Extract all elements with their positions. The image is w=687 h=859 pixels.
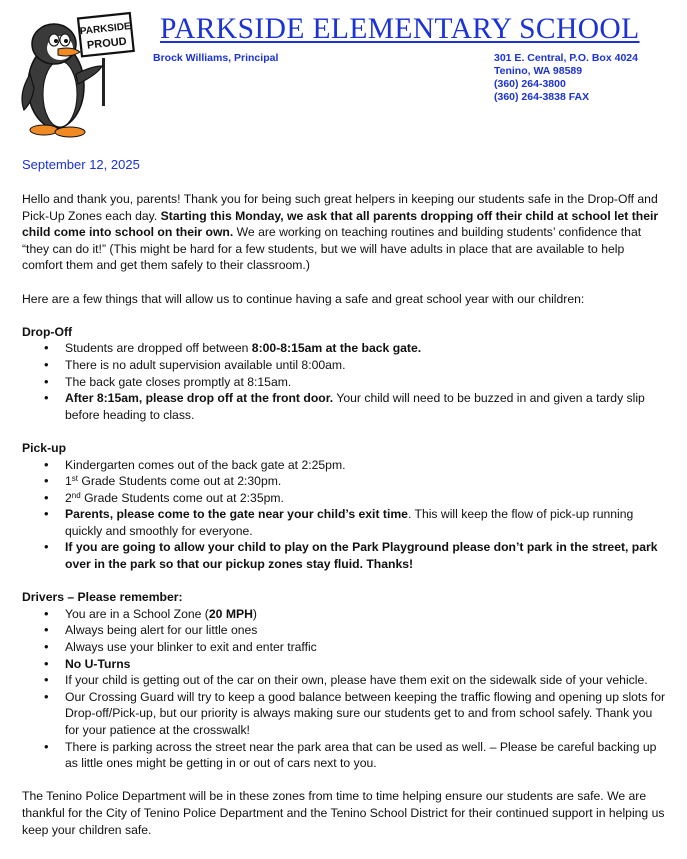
- pickup-heading: Pick-up: [22, 440, 67, 455]
- penguin-mascot-logo: [18, 8, 136, 140]
- list-item: • You are in a School Zone (20 MPH): [22, 606, 667, 623]
- fax-line: (360) 264-3838 FAX: [494, 91, 590, 103]
- list-item: • Always being alert for our little ones: [22, 622, 667, 639]
- list-item: • Always use your blinker to exit and enter traffic: [22, 639, 667, 656]
- list-item: • If you are going to allow your child to play on the Park Playground please don’t park in the street, park over in the park so that our pickup zones stay fluid. Thanks!: [22, 539, 667, 572]
- letter-date: September 12, 2025: [22, 157, 140, 172]
- list-item: • No U-Turns: [22, 656, 667, 673]
- list-item: • 2nd Grade Students come out at 2:35pm.: [22, 490, 667, 507]
- list-item: • The back gate closes promptly at 8:15am.: [22, 374, 667, 391]
- drivers-heading: Drivers – Please remember:: [22, 590, 183, 605]
- principal-name: Brock Williams, Principal: [153, 52, 279, 64]
- school-address: [494, 52, 638, 104]
- dropoff-heading: Drop-Off: [22, 324, 73, 339]
- school-name: PARKSIDE ELEMENTARY SCHOOL: [160, 13, 640, 45]
- logo-sign-line-1: PARKSIDE: [79, 21, 132, 38]
- phone-line: (360) 264-3800: [494, 78, 566, 90]
- logo-sign-line-2: PROUD: [86, 35, 128, 52]
- list-item: • 1st Grade Students come out at 2:30pm.: [22, 473, 667, 490]
- list-item: • After 8:15am, please drop off at the front door. Your child will need to be buzzed in and given a tardy slip before heading to class.: [22, 390, 667, 423]
- list-item: • If your child is getting out of the car on their own, please have them exit on the sidewalk side of your vehicle.: [22, 672, 667, 689]
- letter-body: [22, 191, 667, 838]
- list-item: • There is parking across the street near the park area that can be used as well. – Please be careful backing up as little ones might be getting in or out of cars next to you.: [22, 739, 667, 772]
- address-line: 301 E. Central, P.O. Box 4024: [494, 52, 638, 64]
- closing-paragraph: The Tenino Police Department will be in these zones from time to time helping ensure our students are safe. We are thankful for the City of Tenino Police Department and the Tenino School District for their continued support in helping us keep your children safe.: [22, 789, 665, 837]
- intro-paragraph: Hello and thank you, parents! Thank you for being such great helpers in keeping our students safe in the Drop-Off and Pick-Up Zones each day. Starting this Monday, we ask that all parents dropping off their child at school let their child come into school on their own. We are working on teaching routines and building students’ confidence that “they can do it!” (This might be hard for a few students, but we will have adults in place that are available to help comfort them and get them safely to their classroom.): [22, 192, 659, 273]
- list-item: • Our Crossing Guard will try to keep a good balance between keeping the traffic flowing and opening up slots for Drop-off/Pick-up, but our priority is always making sure our students get to and from school safely. Thank you for your patience at the crosswalk!: [22, 689, 667, 739]
- dropoff-list: [22, 340, 667, 423]
- lead-paragraph: Here are a few things that will allow us to continue having a safe and great school year with our children:: [22, 291, 585, 306]
- list-item: • Students are dropped off between 8:00-8:15am at the back gate.: [22, 340, 667, 357]
- address-line: Tenino, WA 98589: [494, 65, 583, 77]
- pickup-list: [22, 457, 667, 573]
- list-item: • There is no adult supervision available until 8:00am.: [22, 357, 667, 374]
- drivers-list: [22, 606, 667, 772]
- list-item: • Parents, please come to the gate near your child’s exit time. This will keep the flow of pick-up running quickly and smoothly for everyone.: [22, 506, 667, 539]
- list-item: • Kindergarten comes out of the back gate at 2:25pm.: [22, 457, 667, 474]
